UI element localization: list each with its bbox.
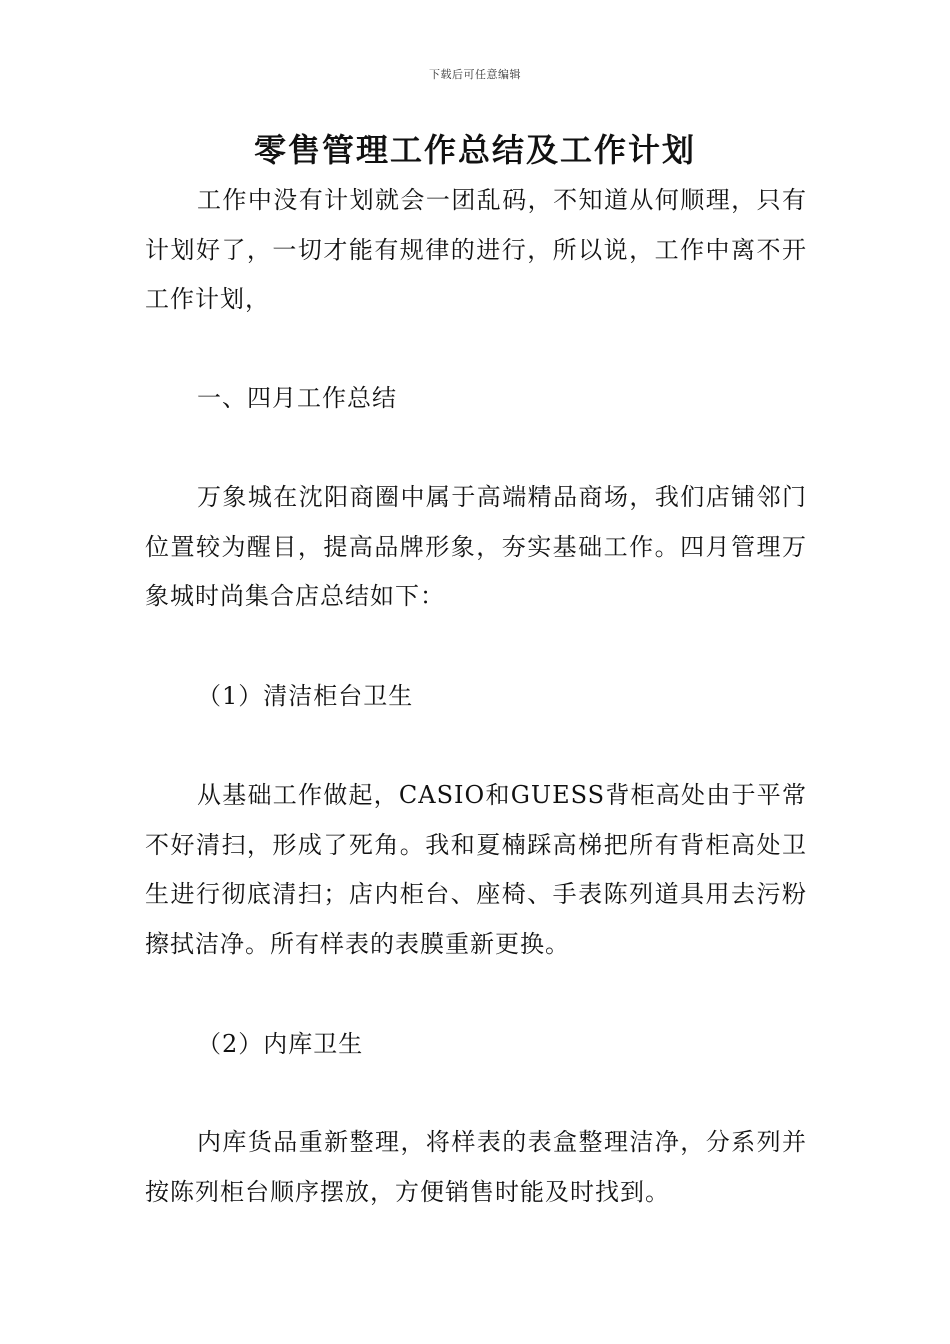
paragraph-mall-overview: 万象城在沈阳商圈中属于高端精品商场，我们店铺邻门位置较为醒目，提高品牌形象，夯实基础工作。四月管理万象城时尚集合店总结如下：	[145, 483, 807, 610]
section-heading-april-summary: 一、四月工作总结	[197, 384, 397, 412]
header-note: 下载后可任意编辑	[429, 68, 521, 81]
subheading-storage-cleaning: （2）内库卫生	[197, 1030, 364, 1058]
subheading-counter-cleaning: （1）清洁柜台卫生	[197, 682, 414, 710]
intro-paragraph: 工作中没有计划就会一团乱码，不知道从何顺理，只有计划好了，一切才能有规律的进行，所以说，工作中离不开工作计划，	[145, 186, 807, 313]
document-title: 零售管理工作总结及工作计划	[253, 131, 696, 169]
paragraph-storage-cleaning: 内库货品重新整理，将样表的表盒整理洁净，分系列并按陈列柜台顺序摆放，方便销售时能及时找到。	[145, 1128, 807, 1206]
paragraph-counter-cleaning: 从基础工作做起，CASIO和GUESS背柜高处由于平常不好清扫，形成了死角。我和夏楠踩高梯把所有背柜高处卫生进行彻底清扫；店内柜台、座椅、手表陈列道具用去污粉擦拭洁净。所有样表的表膜重新更换。	[145, 781, 807, 958]
